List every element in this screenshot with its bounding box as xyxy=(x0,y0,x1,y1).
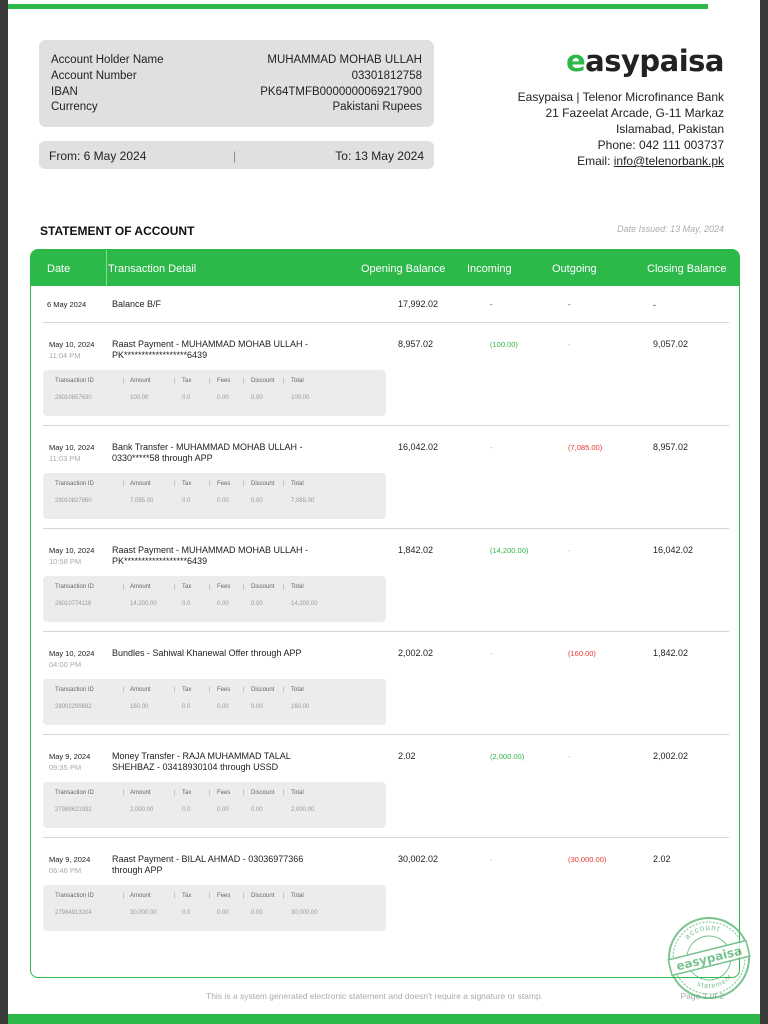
row-outgoing: - xyxy=(568,752,571,761)
breakdown-header-tax: Tax xyxy=(182,378,192,384)
easypaisa-stamp xyxy=(666,915,752,1001)
row-opening: 1,842.02 xyxy=(398,545,434,555)
table-row xyxy=(43,838,729,941)
breakdown-divider: | xyxy=(209,481,211,487)
iban-value: PK64TMFB0000000069217900 xyxy=(260,86,422,98)
iban-label: IBAN xyxy=(51,86,78,98)
top-accent-bar xyxy=(8,4,708,9)
statement-title: STATEMENT OF ACCOUNT xyxy=(40,224,195,238)
breakdown-header-discount: Discount xyxy=(251,687,275,693)
transaction-breakdown xyxy=(43,679,386,725)
breakdown-divider: | xyxy=(174,893,176,899)
row-date: May 9, 2024 xyxy=(49,855,91,864)
row-detail: Bank Transfer - MUHAMMAD MOHAB ULLAH - 0330*****58 through APP xyxy=(112,442,303,463)
row-detail: Bundles - Sahiwal Khanewal Offer through APP xyxy=(112,648,302,658)
breakdown-divider: | xyxy=(123,584,125,590)
bank-email-label: Email: xyxy=(577,154,614,168)
row-time: 10:58 PM xyxy=(49,557,82,566)
breakdown-value-tax: 0.0 xyxy=(182,601,191,607)
breakdown-header-tx-id: Transaction ID xyxy=(55,687,94,693)
row-time: 09:35 PM xyxy=(49,763,82,772)
breakdown-divider: | xyxy=(243,790,245,796)
breakdown-divider: | xyxy=(174,481,176,487)
breakdown-divider: | xyxy=(243,378,245,384)
breakdown-divider: | xyxy=(123,481,125,487)
col-closing-balance: Closing Balance xyxy=(647,263,727,275)
breakdown-divider: | xyxy=(123,790,125,796)
breakdown-header-amount: Amount xyxy=(130,584,151,590)
breakdown-value-fees: 0.00 xyxy=(217,910,229,916)
breakdown-value-fees: 0.00 xyxy=(217,807,229,813)
table-row xyxy=(43,632,729,735)
row-closing: 9,057.02 xyxy=(653,339,689,349)
breakdown-divider: | xyxy=(283,893,285,899)
breakdown-divider: | xyxy=(283,481,285,487)
row-detail: Money Transfer - RAJA MUHAMMAD TALAL SHEHBAZ - 03418930104 through USSD xyxy=(112,751,291,772)
col-outgoing: Outgoing xyxy=(552,263,597,275)
transaction-breakdown xyxy=(43,782,386,828)
breakdown-value-total: 30,000.00 xyxy=(291,910,318,916)
svg-text:statement xyxy=(695,972,736,994)
breakdown-header-discount: Discount xyxy=(251,378,275,384)
breakdown-value-discount: 0.00 xyxy=(251,395,263,401)
row-outgoing: (30,000.00) xyxy=(568,855,607,864)
breakdown-value-tax: 0.0 xyxy=(182,807,191,813)
row-date: May 10, 2024 xyxy=(49,649,95,658)
row-opening: 8,957.02 xyxy=(398,339,434,349)
breakdown-header-amount: Amount xyxy=(130,893,151,899)
breakdown-divider: | xyxy=(283,378,285,384)
period-to: To: 13 May 2024 xyxy=(335,149,424,163)
breakdown-value-amount: 14,200.00 xyxy=(130,601,157,607)
breakdown-divider: | xyxy=(123,687,125,693)
breakdown-header-total: Total xyxy=(291,687,304,693)
account-holder-label: Account Holder Name xyxy=(51,54,164,66)
row-detail: Balance B/F xyxy=(112,299,162,309)
breakdown-header-discount: Discount xyxy=(251,893,275,899)
row-incoming: (2,000.00) xyxy=(490,752,525,761)
row-opening: 16,042.02 xyxy=(398,442,439,452)
easypaisa-logo xyxy=(566,44,724,78)
row-incoming: (14,200.00) xyxy=(490,546,529,555)
breakdown-header-total: Total xyxy=(291,378,304,384)
breakdown-divider: | xyxy=(243,584,245,590)
stamp-brand: easypaisa xyxy=(674,943,744,974)
bottom-accent-bar xyxy=(8,1014,760,1024)
breakdown-value-fees: 0.00 xyxy=(217,498,229,504)
date-issued: Date Issued: 13 May, 2024 xyxy=(617,224,724,234)
transaction-breakdown xyxy=(43,473,386,519)
table-row xyxy=(43,529,729,632)
breakdown-divider: | xyxy=(243,481,245,487)
row-opening: 30,002.02 xyxy=(398,854,439,864)
breakdown-divider: | xyxy=(283,687,285,693)
breakdown-divider: | xyxy=(209,584,211,590)
row-closing: 8,957.02 xyxy=(653,442,689,452)
row-detail: Raast Payment - BILAL AHMAD - 03036977366 through APP xyxy=(112,854,304,875)
col-opening-balance: Opening Balance xyxy=(361,263,446,275)
row-outgoing: - xyxy=(568,300,571,309)
breakdown-header-fees: Fees xyxy=(217,893,231,899)
row-date: May 10, 2024 xyxy=(49,443,95,452)
breakdown-header-amount: Amount xyxy=(130,481,151,487)
breakdown-value-discount: 0.00 xyxy=(251,704,263,710)
breakdown-value-discount: 0.00 xyxy=(251,807,263,813)
breakdown-value-amount: 100.00 xyxy=(130,395,149,401)
breakdown-value-tax: 0.0 xyxy=(182,395,191,401)
logo-e: e xyxy=(565,44,586,78)
col-incoming: Incoming xyxy=(467,263,512,275)
breakdown-divider: | xyxy=(283,584,285,590)
row-date: May 9, 2024 xyxy=(49,752,91,761)
breakdown-header-tax: Tax xyxy=(182,790,192,796)
breakdown-header-fees: Fees xyxy=(217,584,231,590)
breakdown-header-amount: Amount xyxy=(130,378,151,384)
account-holder-value: MUHAMMAD MOHAB ULLAH xyxy=(267,54,422,66)
breakdown-divider: | xyxy=(209,790,211,796)
breakdown-divider: | xyxy=(174,584,176,590)
breakdown-header-total: Total xyxy=(291,790,304,796)
bank-email-line xyxy=(518,153,724,169)
breakdown-value-tx-id: 28010774118 xyxy=(55,601,92,607)
breakdown-divider: | xyxy=(174,378,176,384)
transactions-table xyxy=(30,249,740,978)
breakdown-header-tx-id: Transaction ID xyxy=(55,893,94,899)
row-closing: 2,002.02 xyxy=(653,751,689,761)
row-date: May 10, 2024 xyxy=(49,340,95,349)
breakdown-header-fees: Fees xyxy=(217,790,231,796)
stamp-bottom-text: statement xyxy=(696,973,735,991)
transaction-breakdown xyxy=(43,370,386,416)
row-outgoing: - xyxy=(568,340,571,349)
col-date: Date xyxy=(47,263,71,275)
table-header xyxy=(31,250,739,286)
breakdown-divider: | xyxy=(174,790,176,796)
row-time: 11:04 PM xyxy=(49,351,81,360)
breakdown-header-tx-id: Transaction ID xyxy=(55,378,94,384)
breakdown-divider: | xyxy=(243,893,245,899)
row-date: 6 May 2024 xyxy=(47,300,87,309)
period-separator: | xyxy=(233,149,237,163)
header-divider xyxy=(106,250,107,286)
row-outgoing: (7,085.00) xyxy=(568,443,603,452)
breakdown-header-total: Total xyxy=(291,481,304,487)
row-opening: 17,992.02 xyxy=(398,299,439,309)
table-row xyxy=(43,426,729,529)
currency-value: Pakistani Rupees xyxy=(332,101,422,113)
row-opening: 2,002.02 xyxy=(398,648,434,658)
row-incoming: - xyxy=(490,300,493,309)
breakdown-value-fees: 0.00 xyxy=(217,704,229,710)
account-number-label: Account Number xyxy=(51,70,137,82)
currency-row xyxy=(51,101,422,117)
breakdown-header-total: Total xyxy=(291,584,304,590)
balance-bf-row xyxy=(43,286,729,323)
breakdown-header-discount: Discount xyxy=(251,481,275,487)
breakdown-header-tax: Tax xyxy=(182,481,192,487)
transaction-breakdown xyxy=(43,576,386,622)
breakdown-header-total: Total xyxy=(291,893,304,899)
account-holder-row xyxy=(51,54,422,70)
breakdown-header-fees: Fees xyxy=(217,481,231,487)
breakdown-divider: | xyxy=(209,378,211,384)
breakdown-value-total: 100.00 xyxy=(291,395,310,401)
row-time: 11:03 PM xyxy=(49,454,81,463)
breakdown-value-amount: 7,085.00 xyxy=(130,498,154,504)
breakdown-value-total: 160.00 xyxy=(291,704,310,710)
row-incoming: (100.00) xyxy=(490,340,518,349)
breakdown-value-discount: 0.00 xyxy=(251,601,263,607)
breakdown-header-tx-id: Transaction ID xyxy=(55,481,94,487)
statement-period xyxy=(39,141,434,169)
breakdown-divider: | xyxy=(283,790,285,796)
row-incoming: - xyxy=(490,649,493,658)
breakdown-header-fees: Fees xyxy=(217,687,231,693)
transaction-breakdown xyxy=(43,885,386,931)
breakdown-header-fees: Fees xyxy=(217,378,231,384)
breakdown-value-total: 2,000.00 xyxy=(291,807,315,813)
breakdown-value-amount: 2,000.00 xyxy=(130,807,154,813)
row-time: 06:46 PM xyxy=(49,866,82,875)
row-incoming: - xyxy=(490,855,493,864)
breakdown-value-total: 7,085.00 xyxy=(291,498,315,504)
bank-phone: Phone: 042 111 003737 xyxy=(597,138,724,152)
currency-label: Currency xyxy=(51,101,98,113)
row-closing: 2.02 xyxy=(653,854,671,864)
bank-address-2: Islamabad, Pakistan xyxy=(615,122,724,136)
row-opening: 2.02 xyxy=(398,751,416,761)
row-closing: 16,042.02 xyxy=(653,545,694,555)
account-number-row xyxy=(51,70,422,86)
breakdown-value-amount: 30,000.00 xyxy=(130,910,157,916)
breakdown-divider: | xyxy=(174,687,176,693)
row-incoming: - xyxy=(490,443,493,452)
breakdown-header-amount: Amount xyxy=(130,790,151,796)
breakdown-header-discount: Discount xyxy=(251,790,275,796)
breakdown-header-tax: Tax xyxy=(182,584,192,590)
breakdown-value-tx-id: 27988621932 xyxy=(55,807,92,813)
breakdown-header-discount: Discount xyxy=(251,584,275,590)
breakdown-header-tax: Tax xyxy=(182,893,192,899)
breakdown-value-tx-id: 28010857630 xyxy=(55,395,92,401)
bank-info xyxy=(518,89,724,169)
breakdown-value-discount: 0.00 xyxy=(251,910,263,916)
stamp-top-text: account xyxy=(682,922,722,942)
breakdown-value-tax: 0.0 xyxy=(182,704,191,710)
breakdown-value-discount: 0.00 xyxy=(251,498,263,504)
row-date: May 10, 2024 xyxy=(49,546,95,555)
col-transaction-detail: Transaction Detail xyxy=(108,263,197,275)
iban-row xyxy=(51,86,422,102)
breakdown-value-tx-id: 28002299682 xyxy=(55,704,92,710)
breakdown-header-tax: Tax xyxy=(182,687,192,693)
breakdown-value-fees: 0.00 xyxy=(217,601,229,607)
row-closing: 1,842.02 xyxy=(653,648,689,658)
breakdown-divider: | xyxy=(123,378,125,384)
breakdown-divider: | xyxy=(243,687,245,693)
breakdown-value-amount: 160.00 xyxy=(130,704,149,710)
logo-rest: asypaisa xyxy=(585,44,724,78)
row-detail: Raast Payment - MUHAMMAD MOHAB ULLAH - PK******************6439 xyxy=(112,339,309,360)
account-info-box xyxy=(39,40,434,127)
breakdown-value-tx-id: 27984913204 xyxy=(55,910,92,916)
breakdown-value-tax: 0.0 xyxy=(182,910,191,916)
breakdown-value-total: 14,200.00 xyxy=(291,601,318,607)
breakdown-header-tx-id: Transaction ID xyxy=(55,584,94,590)
page-number: Page 1 of 2 xyxy=(680,991,724,1001)
period-from: From: 6 May 2024 xyxy=(49,149,147,163)
breakdown-divider: | xyxy=(123,893,125,899)
breakdown-value-tax: 0.0 xyxy=(182,498,191,504)
breakdown-divider: | xyxy=(209,687,211,693)
row-closing: - xyxy=(653,300,656,310)
row-detail: Raast Payment - MUHAMMAD MOHAB ULLAH - PK******************6439 xyxy=(112,545,309,566)
row-outgoing: - xyxy=(568,546,571,555)
breakdown-value-tx-id: 28010827860 xyxy=(55,498,92,504)
bank-email-link[interactable]: info@telenorbank.pk xyxy=(613,154,724,168)
row-outgoing: (160.00) xyxy=(568,649,596,658)
breakdown-header-amount: Amount xyxy=(130,687,151,693)
table-row xyxy=(43,323,729,426)
bank-name: Easypaisa | Telenor Microfinance Bank xyxy=(517,90,724,104)
bank-address-1: 21 Fazeelat Arcade, G-11 Markaz xyxy=(545,106,724,120)
footer-note: This is a system generated electronic statement and doesn't require a signature or stamp. xyxy=(206,991,544,1001)
breakdown-divider: | xyxy=(209,893,211,899)
table-row xyxy=(43,735,729,838)
breakdown-header-tx-id: Transaction ID xyxy=(55,790,94,796)
account-number-value: 03301812758 xyxy=(351,70,422,82)
statement-page xyxy=(8,0,760,1024)
breakdown-value-fees: 0.00 xyxy=(217,395,229,401)
row-time: 04:00 PM xyxy=(49,660,82,669)
